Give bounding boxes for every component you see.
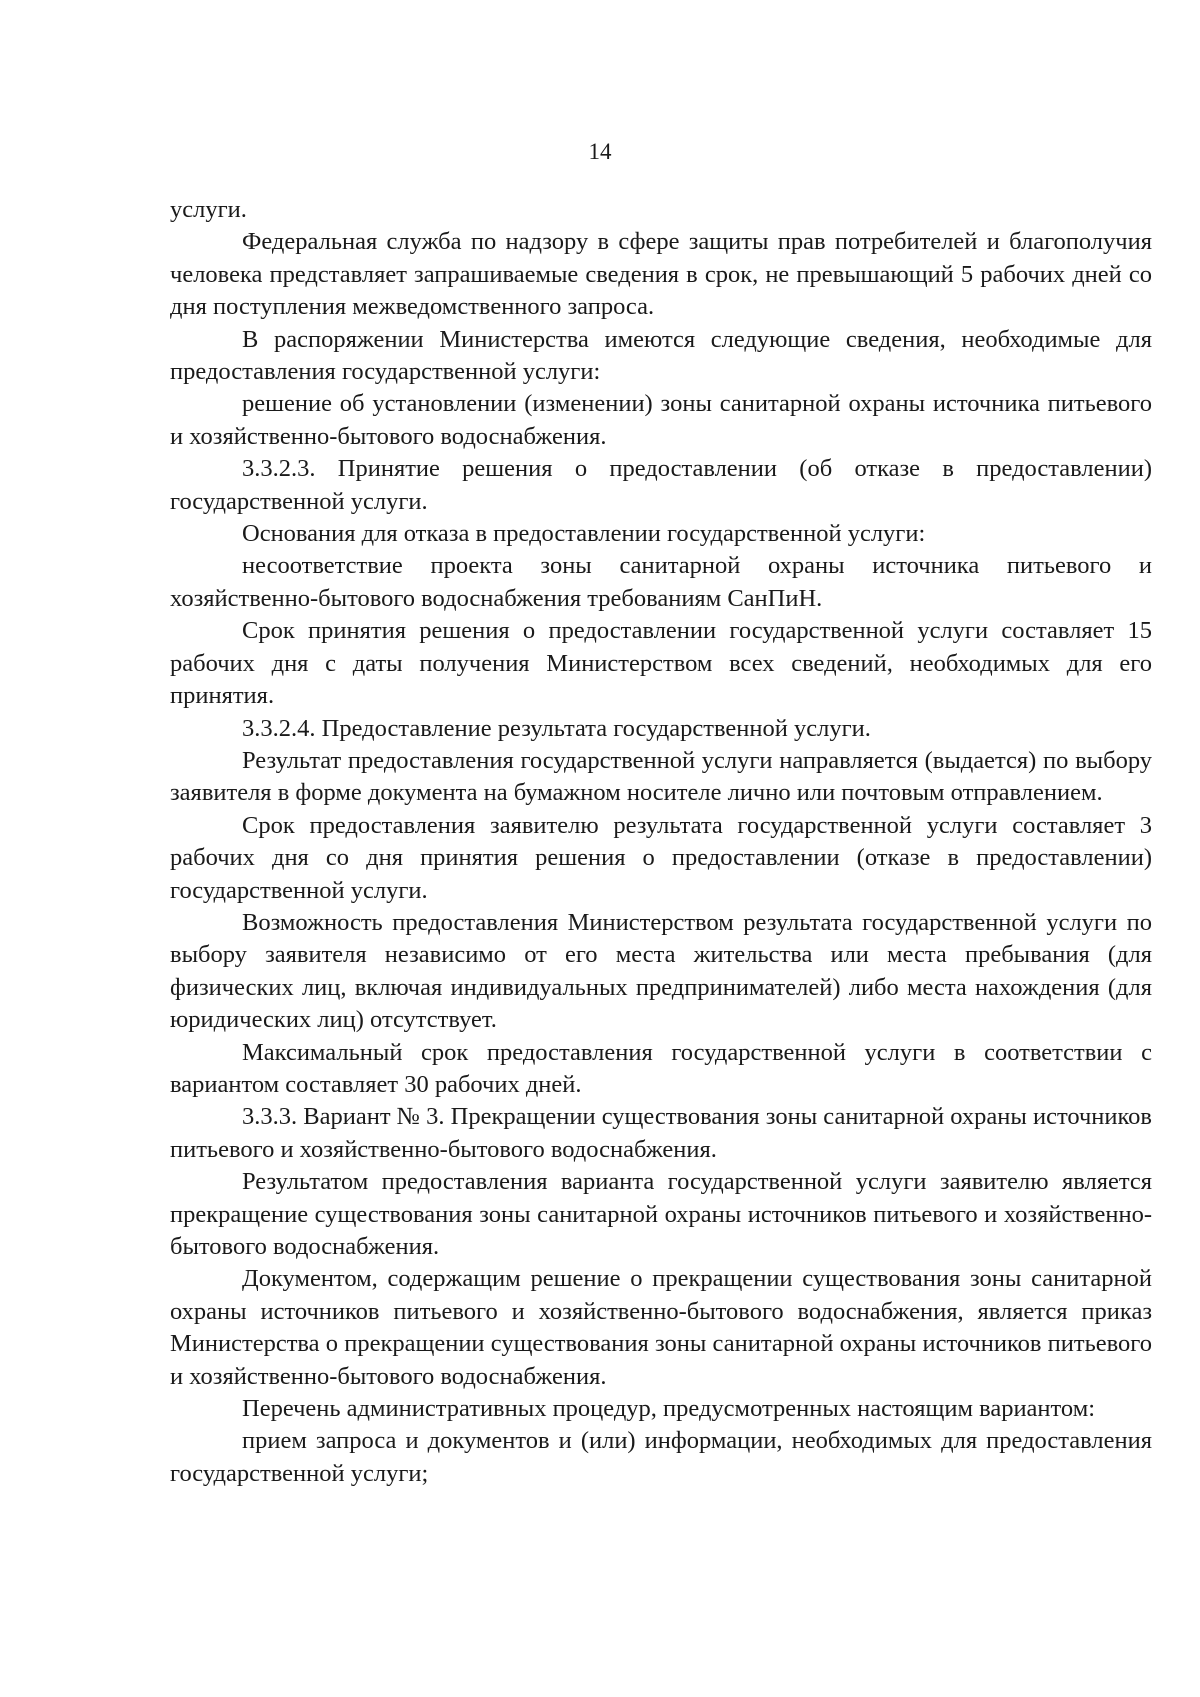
section-heading: 3.3.3. Вариант № 3. Прекращении существования зоны санитарной охраны источников питьевого и хозяйственно-бытового водоснабжения.	[170, 1103, 1153, 1163]
paragraph: 3.3.2.4. Предоставление результата государственной услуги.	[242, 714, 871, 742]
paragraph: В распоряжении Министерства имеются следующие сведения, необходимые для предоставления государственной услуги:	[170, 325, 1152, 386]
paragraph: несоответствие проекта зоны санитарной охраны источника питьевого и хозяйственно-бытового водоснабжения требованиям СанПиН.	[170, 552, 1152, 612]
paragraph: Срок предоставления заявителю результата государственной услуги составляет 3 рабочих дня со дня принятия решения о предоставлении (отказе в предоставлении) государственной услуги.	[170, 811, 1152, 904]
document-body	[170, 194, 1152, 1490]
paragraph: Максимальный срок предоставления государственной услуги в соответствии с вариантом составляет 30 рабочих дней.	[170, 1038, 1152, 1098]
paragraph: Результат предоставления государственной услуги направляется (выдается) по выбору заявителя в форме документа на бумажном носителе лично или почтовым отправлением.	[170, 746, 1152, 807]
paragraph: прием запроса и документов и (или) информации, необходимых для предоставления государственной услуги;	[170, 1427, 1152, 1487]
paragraph: Перечень административных процедур, предусмотренных настоящим вариантом:	[242, 1395, 1096, 1423]
paragraph: Результатом предоставления варианта государственной услуги заявителю является прекращение существования зоны санитарной охраны источников питьевого и хозяйственно-бытового водоснабжения.	[170, 1168, 1152, 1260]
page-number: 14	[588, 139, 612, 164]
paragraph: Основания для отказа в предоставлении государственной услуги:	[242, 520, 926, 548]
paragraph: Возможность предоставления Министерством результата государственной услуги по выбору заявителя независимо от его места жительства или места пребывания (для физических лиц, включая индивидуальных предпринимателей) либо места нахождения (для юридических лиц) отсутствует.	[170, 908, 1152, 1034]
paragraph: услуги.	[170, 196, 247, 223]
paragraph: Срок принятия решения о предоставлении государственной услуги составляет 15 рабочих дня с даты получения Министерством всех сведений, необходимых для его принятия.	[170, 617, 1152, 710]
paragraph: 3.3.2.3. Принятие решения о предоставлении (об отказе в предоставлении) государственной услуги.	[170, 455, 1152, 515]
paragraph: решение об установлении (изменении) зоны санитарной охраны источника питьевого и хозяйственно-бытового водоснабжения.	[170, 390, 1152, 450]
paragraph: Документом, содержащим решение о прекращении существования зоны санитарной охраны источников питьевого и хозяйственно-бытового водоснабжения, является приказ Министерства о прекращении существования зоны санитарной охраны источников питьевого и хозяйственно-бытового водоснабжения.	[170, 1265, 1152, 1390]
paragraph: Федеральная служба по надзору в сфере защиты прав потребителей и благополучия человека представляет запрашиваемые сведения в срок, не превышающий 5 рабочих дней со дня поступления межведомственного запроса.	[170, 228, 1152, 321]
